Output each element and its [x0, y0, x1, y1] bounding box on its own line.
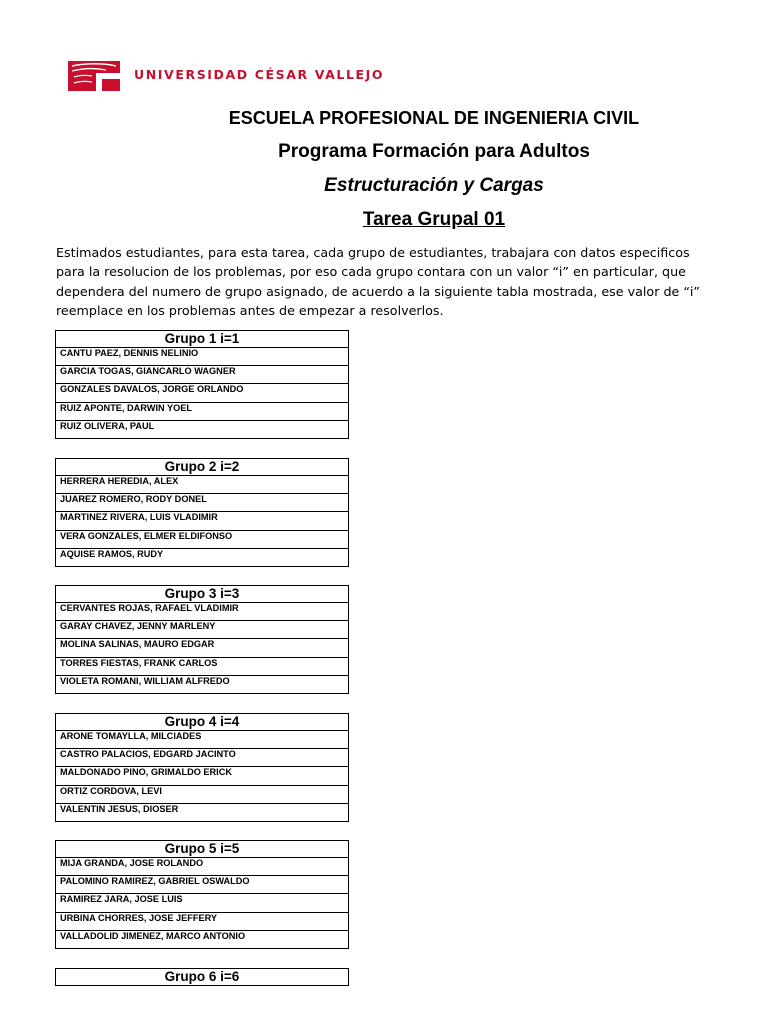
group-table	[55, 458, 349, 567]
program-title: Programa Formación para Adultos	[278, 141, 590, 162]
member-row: GARCIA TOGAS, GIANCARLO WAGNER	[56, 366, 348, 384]
member-row: AQUISE RAMOS, RUDY	[60, 548, 164, 559]
member-row: MOLINA SALINAS, MAURO EDGAR	[56, 639, 348, 657]
member-row: VERA GONZALES, ELMER ELDIFONSO	[56, 531, 348, 549]
group-table	[55, 713, 349, 822]
member-row: RUIZ OLIVERA, PAUL	[60, 420, 155, 431]
member-row: ORTIZ CORDOVA, LEVI	[56, 786, 348, 804]
group-title: Grupo 5 i=5	[56, 841, 348, 858]
member-row: CERVANTES ROJAS, RAFAEL VLADIMIR	[56, 603, 348, 621]
ucv-logo-icon	[66, 57, 122, 91]
member-row: MALDONADO PINO, GRIMALDO ERICK	[56, 767, 348, 785]
school-title: ESCUELA PROFESIONAL DE INGENIERIA CIVIL	[228, 108, 640, 128]
group-title: Grupo 1 i=1	[56, 331, 348, 348]
member-row: GARAY CHAVEZ, JENNY MARLENY	[56, 621, 348, 639]
member-row: MIJA GRANDA, JOSE ROLANDO	[56, 858, 348, 876]
university-name: UNIVERSIDAD CÉSAR VALLEJO	[134, 66, 385, 82]
group-table	[55, 585, 349, 694]
group-table	[55, 840, 349, 949]
member-row: GONZALES DAVALOS, JORGE ORLANDO	[56, 384, 348, 402]
member-row: TORRES FIESTAS, FRANK CARLOS	[56, 658, 348, 676]
group-title: Grupo 2 i=2	[56, 459, 348, 476]
member-row: MARTINEZ RIVERA, LUIS VLADIMIR	[56, 512, 348, 530]
group-table	[55, 330, 349, 439]
member-row: HERRERA HEREDIA, ALEX	[56, 476, 348, 494]
member-row: CASTRO PALACIOS, EDGARD JACINTO	[56, 749, 348, 767]
university-logo	[66, 57, 384, 91]
group-title: Grupo 6 i=6	[164, 969, 240, 984]
assignment-title: Tarea Grupal 01	[362, 209, 506, 230]
intro-paragraph: Estimados estudiantes, para esta tarea, cada grupo de estudiantes, trabajara con datos especificos para la resolucion de los problemas, por eso cada grupo contara con un valor “i” en particular, que dependera del numero de grupo asignado, de acuerdo a la siguiente tabla mostrada, ese valor de “i” reemplace en los problemas antes de empezar a resolverlos.	[56, 245, 701, 319]
member-row: VALENTIN JESUS, DIOSER	[60, 803, 179, 814]
member-row: VIOLETA ROMANI, WILLIAM ALFREDO	[60, 675, 230, 686]
member-row: RAMIREZ JARA, JOSE LUIS	[56, 894, 348, 912]
member-row: RUIZ APONTE, DARWIN YOEL	[56, 403, 348, 421]
member-row: JUAREZ ROMERO, RODY DONEL	[56, 494, 348, 512]
group-title: Grupo 4 i=4	[56, 714, 348, 731]
group-title: Grupo 3 i=3	[56, 586, 348, 603]
member-row: VALLADOLID JIMENEZ, MARCO ANTONIO	[60, 930, 246, 941]
member-row: URBINA CHORRES, JOSE JEFFERY	[56, 913, 348, 931]
group-table	[55, 968, 349, 986]
member-row: CANTU PAEZ, DENNIS NELINIO	[56, 348, 348, 366]
member-row: ARONE TOMAYLLA, MILCIADES	[56, 731, 348, 749]
course-title: Estructuración y Cargas	[324, 175, 544, 196]
member-row: PALOMINO RAMIREZ, GABRIEL OSWALDO	[56, 876, 348, 894]
